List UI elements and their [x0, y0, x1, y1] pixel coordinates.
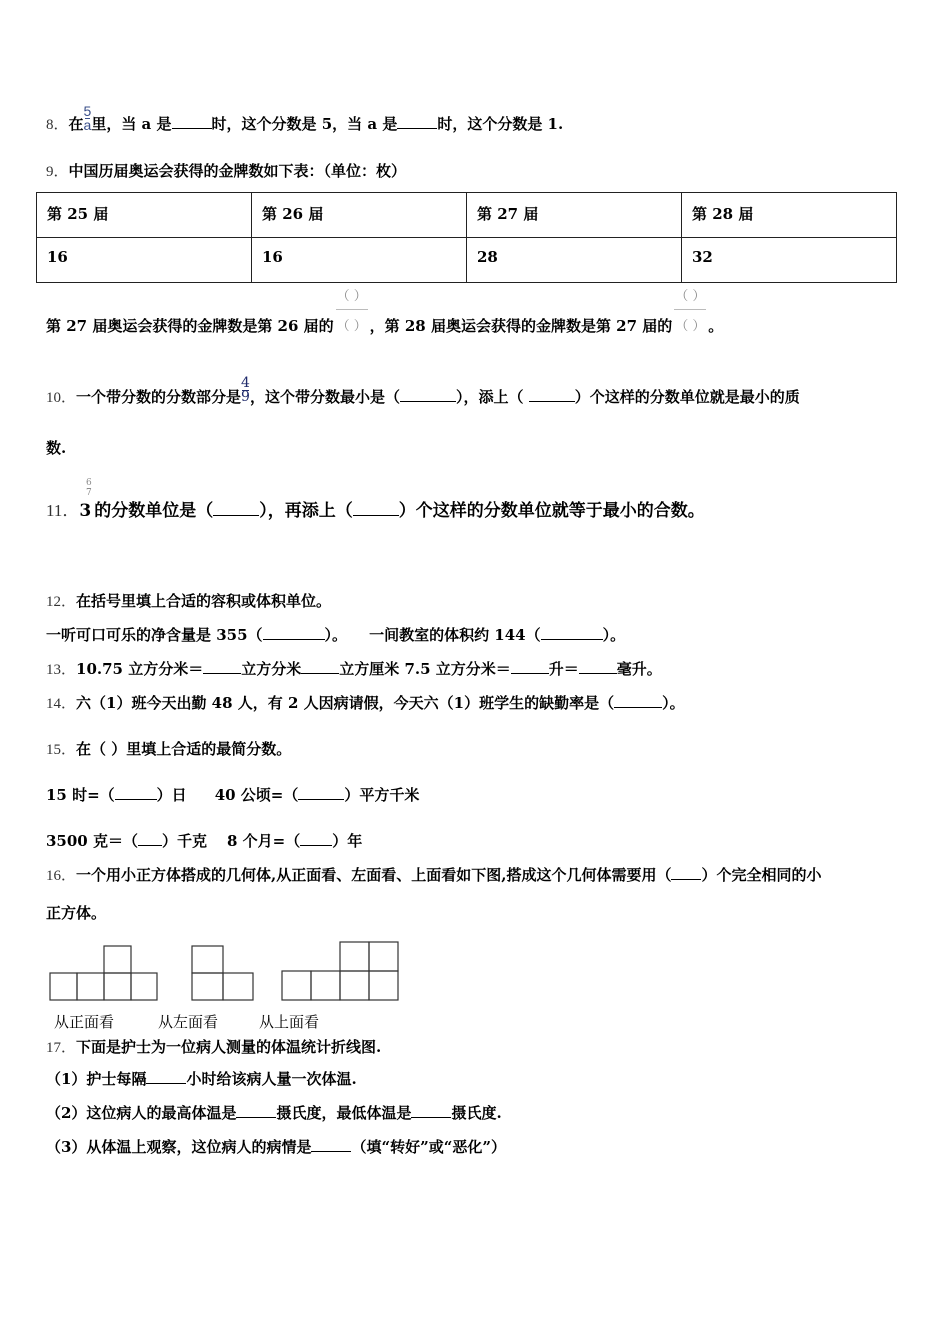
question-11: 11．3 6 7 的分数单位是（ ），再添上（ ）个这样的分数单位就等于最小的合数。	[46, 478, 705, 521]
question-17-title: 17．下面是护士为一位病人测量的体温统计折线图.	[46, 1038, 382, 1056]
question-9-title: 9．中国历届奥运会获得的金牌数如下表：（单位：枚）	[46, 162, 407, 180]
left-view-diagram	[190, 944, 256, 1004]
top-view-diagram	[280, 940, 402, 1004]
answer-blank[interactable]	[353, 501, 399, 516]
answer-blank[interactable]	[311, 1137, 351, 1152]
question-15-row-1: 15 时=（ ）日 40 公顷=（ ）平方千米	[46, 786, 420, 804]
question-8: 8．在 $\frac{5}{a}$ 里，当 a 是 时，这个分数是 5，当 a 是 时，这个分数是 1.	[46, 102, 564, 133]
fraction-4-over-9: $\frac{4}{9}$	[241, 374, 250, 405]
caption-top-view: 从上面看	[259, 1013, 320, 1031]
gold-medal-table	[36, 192, 897, 283]
answer-blank[interactable]	[213, 501, 259, 516]
table-cell: 第 25 届	[37, 193, 252, 238]
table-cell: 第 28 届	[682, 193, 897, 238]
fraction-6-over-7: 6 7	[86, 478, 92, 498]
question-10-continued: 数.	[46, 439, 67, 457]
table-cell: 16	[37, 238, 252, 283]
answer-blank[interactable]	[400, 387, 456, 402]
table-cell: 第 27 届	[467, 193, 682, 238]
question-10: 10．一个带分数的分数部分是 $\frac{4}{9}$ ，这个带分数最小是（ ），添上（ ）个这样的分数单位就是最小的质	[46, 374, 800, 406]
fraction-answer-box[interactable]: （ ） （ ）	[336, 289, 367, 334]
answer-blank[interactable]	[511, 659, 549, 674]
answer-blank[interactable]	[172, 114, 212, 129]
fraction-answer-box[interactable]: （ ） （ ）	[675, 289, 706, 334]
table-cell: 第 26 届	[252, 193, 467, 238]
question-16: 16．一个用小正方体搭成的几何体,从正面看、左面看、上面看如下图,搭成这个几何体需要用（ ）个完全相同的小	[46, 866, 822, 884]
question-17-part-1: （1）护士每隔 小时给该病人量一次体温.	[46, 1070, 357, 1088]
answer-blank[interactable]	[263, 625, 325, 640]
table-header-row	[37, 193, 897, 238]
question-number: 8．	[46, 117, 69, 133]
answer-blank[interactable]	[411, 1103, 451, 1118]
question-12-title: 12．在括号里填上合适的容积或体积单位。	[46, 592, 332, 610]
answer-blank[interactable]	[115, 785, 157, 800]
table-row	[37, 238, 897, 283]
question-13: 13．10.75 立方分米＝ 立方分米 立方厘米 7.5 立方分米＝ 升＝ 毫升。	[46, 660, 662, 678]
answer-blank[interactable]	[236, 1103, 276, 1118]
answer-blank[interactable]	[138, 831, 162, 846]
front-view-diagram	[48, 944, 160, 1004]
answer-blank[interactable]	[298, 785, 344, 800]
answer-blank[interactable]	[671, 865, 701, 880]
answer-blank[interactable]	[541, 625, 603, 640]
answer-blank[interactable]	[300, 831, 332, 846]
question-14: 14．六（1）班今天出勤 48 人，有 2 人因病请假，今天六（1）班学生的缺勤率是（ ）。	[46, 694, 685, 712]
table-cell: 16	[252, 238, 467, 283]
question-16-continued: 正方体。	[46, 904, 107, 922]
question-15-row-2: 3500 克＝（ ）千克 8 个月=（ ）年	[46, 832, 363, 850]
mixed-number-whole: 3	[79, 501, 92, 521]
question-17-part-3: （3）从体温上观察，这位病人的病情是 （填“转好”或“恶化”）	[46, 1138, 506, 1156]
question-15-title: 15．在（ ）里填上合适的最简分数。	[46, 740, 292, 758]
table-cell: 32	[682, 238, 897, 283]
caption-front-view: 从正面看	[54, 1013, 115, 1031]
answer-blank[interactable]	[397, 114, 437, 129]
question-9-sentence: 第 27 届奥运会获得的金牌数是第 26 届的 （ ） （ ） ，第 28 届奥运会获得的金牌数是第 27 届的 （ ） （ ） 。	[46, 289, 724, 335]
question-17-part-2: （2）这位病人的最高体温是 摄氏度，最低体温是 摄氏度.	[46, 1104, 502, 1122]
table-cell: 28	[467, 238, 682, 283]
caption-left-view: 从左面看	[158, 1013, 219, 1031]
fraction-5-over-a: $\frac{5}{a}$	[83, 102, 92, 133]
answer-blank[interactable]	[579, 659, 617, 674]
answer-blank[interactable]	[529, 387, 575, 402]
answer-blank[interactable]	[301, 659, 339, 674]
question-12-items: 一听可口可乐的净含量是 355（ ）。 一间教室的体积约 144（ ）。	[46, 626, 626, 644]
answer-blank[interactable]	[146, 1069, 186, 1084]
answer-blank[interactable]	[203, 659, 241, 674]
answer-blank[interactable]	[614, 693, 662, 708]
